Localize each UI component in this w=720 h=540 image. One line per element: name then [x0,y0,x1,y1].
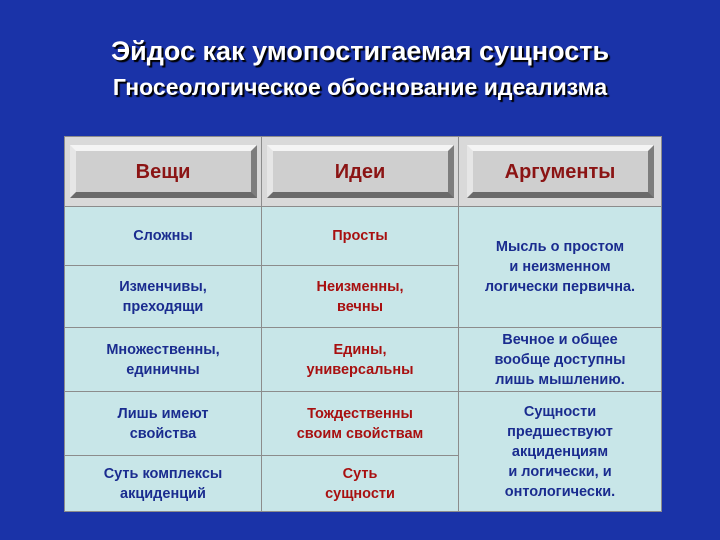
ideas-cell: Просты [262,207,459,266]
things-cell: Изменчивы, преходящи [65,266,262,328]
header-things: Вещи [70,145,257,198]
header-ideas: Идеи [267,145,454,198]
comparison-table [64,136,662,512]
table-row [65,392,662,456]
header-arguments: Аргументы [467,145,654,198]
ideas-cell: Суть сущности [262,456,459,512]
ideas-cell: Неизменны, вечны [262,266,459,328]
things-cell: Суть комплексы акциденций [65,456,262,512]
slide-subtitle: Гносеологическое обоснование идеализма [112,74,608,100]
ideas-cell: Едины, универсальны [262,328,459,392]
header-row [65,137,662,207]
argument-cell: Мысль о простом и неизменном логически первична. [459,207,662,328]
ideas-cell: Тождественны своим свойствам [262,392,459,456]
table-row [65,328,662,392]
slide-title: Эйдос как умопостигаемая сущность [110,36,610,66]
argument-cell: Сущности предшествуют акциденциям и логически, и онтологически. [459,392,662,512]
table-row [65,207,662,266]
argument-cell: Вечное и общее вообще доступны лишь мышлению. [459,328,662,392]
things-cell: Лишь имеют свойства [65,392,262,456]
things-cell: Множественны, единичны [65,328,262,392]
things-cell: Сложны [65,207,262,266]
